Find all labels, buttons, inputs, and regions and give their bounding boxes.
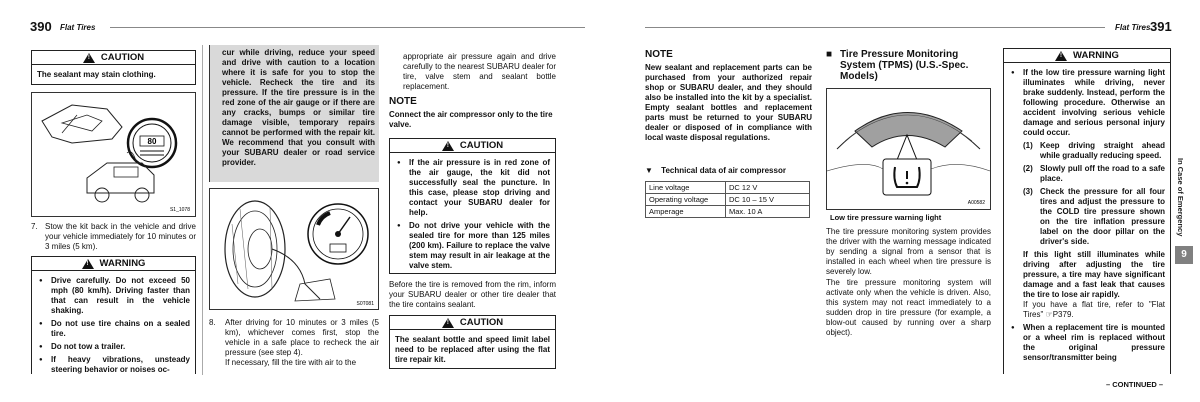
- step-7-text: Stow the kit back in the vehicle and drive your vehicle immediately for 10 minutes or 3 miles (5 km).: [45, 222, 196, 251]
- figure-code-3: A00582: [967, 200, 985, 206]
- figure-air-gauge: [209, 188, 379, 310]
- warning-continuation: cur while driving, reduce your speed and drive with caution to a location where it is safe for you to stop the vehicle. Recheck the tire and its pressure. If the tire pressure is in the red zone of the air gauge or if there are any cracks, bumps or similar tire damage visible, temporary repairs cannot be performed with the repair kit. We recommend that you consult with your SUBARU dealer or road service provider.: [209, 45, 379, 182]
- warning-triangle-icon: !: [442, 318, 454, 328]
- warning-item: [1009, 68, 1165, 320]
- table-row: [646, 182, 810, 194]
- warning-triangle-icon: !: [442, 141, 454, 151]
- caution-title-1: CAUTION: [100, 52, 145, 63]
- step-8-text: After driving for 10 minutes or 3 miles (5 km), whichever comes first, stop the vehicle in a safe place to recheck the air pressure (see step 4).: [225, 318, 379, 357]
- section-side-label: In Case of Emergency: [1176, 158, 1185, 237]
- page-title-right: Flat Tires: [1115, 23, 1151, 32]
- caution-box-2: [389, 138, 556, 274]
- warning-step: [1023, 164, 1165, 184]
- tech-data-table: [645, 181, 810, 218]
- caution-header-2: [390, 139, 555, 153]
- note-text-right: New sealant and replacement parts can be purchased from your authorized repair shop or SUBARU dealer, and they should also be installed into the kit by a specialist. Empty sealant bottles and replacement parts must be returned to your SUBARU dealer or disposed of in compliance with local waste disposal regulations.: [645, 63, 812, 142]
- page-number-right: 391: [1150, 19, 1172, 34]
- caution-box-1: [31, 50, 196, 85]
- step-text: Check the pressure for all four tires and adjust the pressure to the COLD tire pressure shown on the tire inflation pressure label on the door pillar on the driver's side.: [1040, 187, 1165, 246]
- warning-header-right: [1004, 49, 1170, 63]
- table-row: [646, 206, 810, 218]
- tpms-heading-text: Tire Pressure Monitoring System (TPMS) (U.S.-Spec. Models): [840, 49, 969, 82]
- warning-item: ● If heavy vibrations, unsteady steering behavior or noises oc-: [37, 355, 190, 375]
- step-number: (3): [1023, 187, 1033, 196]
- note-heading-left: NOTE: [389, 96, 417, 107]
- warning-box-right: [1003, 48, 1171, 374]
- warning-title-right: WARNING: [1073, 50, 1119, 61]
- caution-box-3: [389, 315, 556, 369]
- flat-tires-reference: If you have a flat tire, refer to "Flat Tires" ☞P379.: [1023, 300, 1165, 319]
- tire-and-gauge-illustration: [210, 189, 378, 309]
- warning-item: ● Do not use tire chains on a sealed tire.: [37, 319, 190, 339]
- car-speed-label-illustration: [32, 93, 195, 216]
- page-title-left: Flat Tires: [60, 23, 96, 32]
- figure-tpms-light: [826, 88, 991, 210]
- warning-intro: ● If the low tire pressure warning light illuminates while driving, never brake suddenly. Instead, perform the following procedure. Otherwise an accident involving serious vehicle damage and serious personal injury could occur.: [1023, 68, 1165, 137]
- page-number-left: 390: [30, 19, 52, 34]
- continued-label: – CONTINUED –: [1106, 380, 1164, 389]
- col3-continuation: appropriate air pressure again and drive carefully to the nearest SUBARU dealer for tire, valve stem and sealant bottle replacement.: [403, 52, 556, 91]
- table-cell-value: Max. 10 A: [726, 206, 810, 218]
- figure-sealant-sign: [31, 92, 196, 217]
- warning-step: [1023, 141, 1165, 161]
- step-7-number: 7.: [31, 222, 38, 231]
- tech-bullet-icon: ▼: [645, 166, 653, 175]
- table-cell-value: DC 12 V: [726, 182, 810, 194]
- step-7: [31, 222, 196, 252]
- caution-list-2: [390, 153, 555, 271]
- table-row: [646, 194, 810, 206]
- caution-item: ● Do not drive your vehicle with the sealed tire for more than 125 miles (200 km). Failure to replace the valve stem may result in air leakage at the valve stem.: [395, 221, 550, 271]
- figure-code-2: S0T081: [356, 301, 374, 307]
- warning-triangle-icon: !: [1055, 51, 1067, 61]
- caution-header-3: [390, 316, 555, 330]
- step-number: (2): [1023, 164, 1033, 173]
- warning-item: ● Drive carefully. Do not exceed 50 mph (80 km/h). Driving faster than that can result in the vehicle shaking.: [37, 276, 190, 316]
- tech-data-heading: [645, 166, 815, 176]
- caution-title-3: CAUTION: [459, 317, 504, 328]
- step-8-text-cont: If necessary, fill the tire with air to the: [225, 358, 357, 367]
- chapter-tab: 9: [1175, 246, 1193, 264]
- step-text: Keep driving straight ahead while gradually reducing speed.: [1040, 141, 1165, 160]
- step-text: Slowly pull off the road to a safe place.: [1040, 164, 1165, 183]
- warning-triangle-icon: !: [83, 53, 95, 63]
- tpms-heading: [826, 49, 991, 82]
- table-cell-label: Line voltage: [646, 182, 726, 194]
- table-cell-label: Amperage: [646, 206, 726, 218]
- header-rule-right: [645, 27, 1105, 28]
- caution-text-3: The sealant bottle and speed limit label need to be replaced after using the flat tire repair kit.: [395, 335, 550, 364]
- column-divider: [202, 45, 203, 375]
- tech-heading-text: Technical data of air compressor: [661, 166, 786, 175]
- warning-item: ● When a replacement tire is mounted or a wheel rim is replaced without the original pressure sensor/transmitter being: [1009, 323, 1165, 363]
- section-square-icon: ■: [826, 49, 833, 60]
- warning-box-left: [31, 256, 196, 374]
- warning-title-left: WARNING: [99, 258, 146, 269]
- speed-limit-sign-text: 80: [147, 137, 157, 146]
- figure-caption: Low tire pressure warning light: [830, 213, 942, 222]
- note-text-left: Connect the air compressor only to the tire valve.: [389, 110, 553, 129]
- caution-header-1: [32, 51, 195, 65]
- warning-header-left: [32, 257, 195, 271]
- warning-after-text: If this light still illuminates while driving after adjusting the tire pressure, a tire may have significant damage and a fast leak that causes the tire to lose air rapidly.: [1023, 250, 1165, 299]
- caution-item: ● If the air pressure is in red zone of the air gauge, the kit did not successfully seal the puncture. In this case, please stop driving and contact your SUBARU dealer for help.: [395, 158, 550, 218]
- table-cell-value: DC 10 – 15 V: [726, 194, 810, 206]
- warning-triangle-icon: !: [82, 259, 94, 269]
- figure-code-1: S1_1078: [169, 207, 190, 213]
- step-number: (1): [1023, 141, 1033, 150]
- note-heading-right: NOTE: [645, 49, 673, 60]
- warning-step: [1023, 187, 1165, 247]
- warning-list-left: [32, 271, 195, 375]
- instrument-cluster-illustration: [827, 89, 990, 209]
- sealant-inform-paragraph: Before the tire is removed from the rim, inform your SUBARU dealer or other tire dealer that the tire contains sealant.: [389, 280, 556, 309]
- tpms-paragraph-2: The tire pressure monitoring system will activate only when the vehicle is driven. Also, this system may not react immediately to a sudden drop in tire pressure (for example, a blow-out caused by running over a sharp object).: [826, 278, 991, 337]
- tpms-paragraph-1: The tire pressure monitoring system provides the driver with the warning message indicated by sending a signal from a sensor that is installed in each wheel when tire pressure is severely low.: [826, 227, 991, 276]
- caution-text-1: The sealant may stain clothing.: [37, 70, 156, 79]
- step-8: [209, 318, 379, 368]
- table-cell-label: Operating voltage: [646, 194, 726, 206]
- header-rule-left: [110, 27, 585, 28]
- caution-title-2: CAUTION: [459, 140, 504, 151]
- step-8-number: 8.: [209, 318, 216, 327]
- warning-list-right: [1004, 63, 1170, 363]
- warning-item: ● Do not tow a trailer.: [37, 342, 190, 352]
